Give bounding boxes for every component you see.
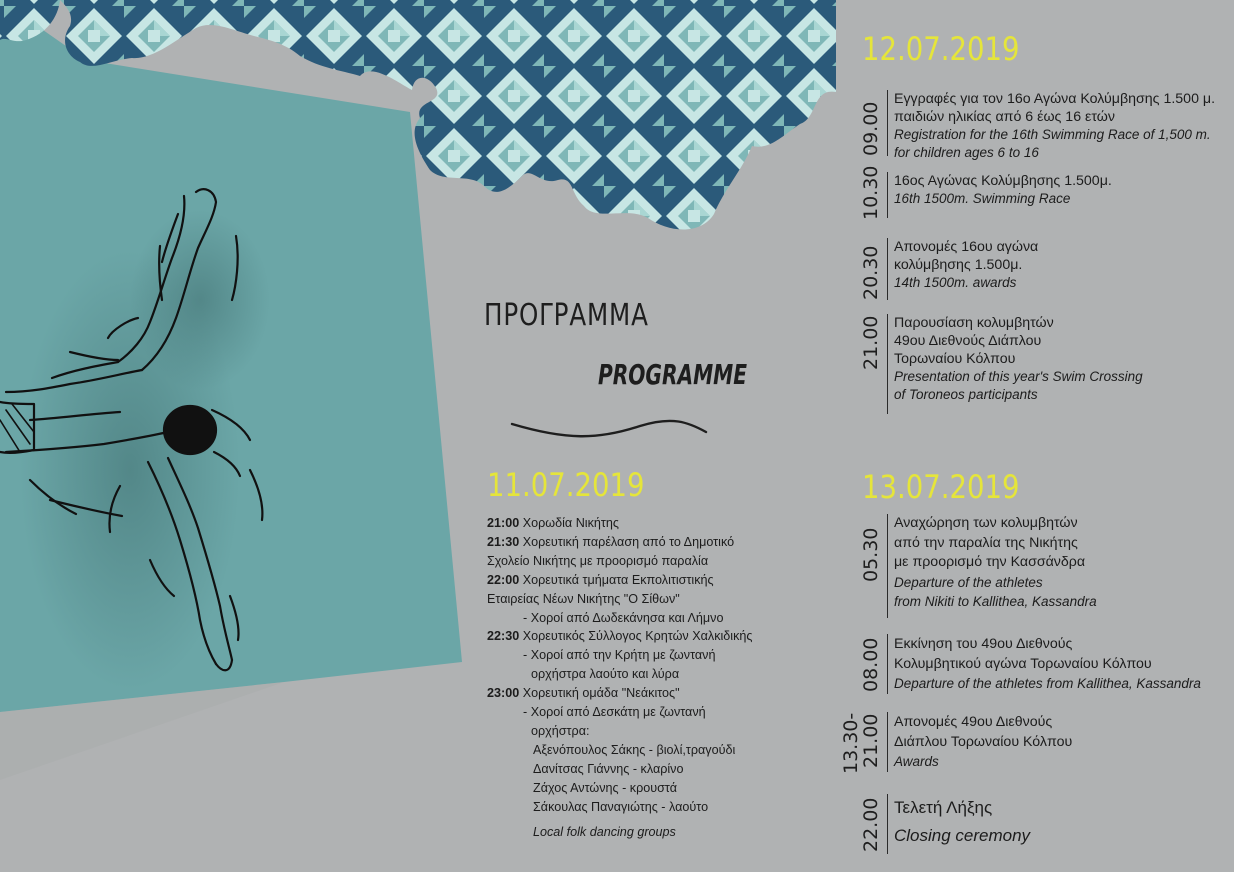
- event-time: 21.00: [860, 315, 882, 370]
- page-title-greek: ΠΡΟΓΡΑΜΜΑ: [484, 298, 649, 333]
- day1-line: Αξενόπουλος Σάκης - βιολί,τραγούδι: [533, 742, 736, 757]
- day1-line: - Χοροί από την Κρήτη με ζωντανή: [523, 648, 716, 663]
- event-time: 08.00: [860, 637, 882, 692]
- page-title-english: PROGRAMME: [598, 358, 748, 391]
- day1-english-note: Local folk dancing groups: [533, 824, 676, 839]
- title-underline: [512, 421, 706, 436]
- day1-line: ορχήστρα:: [531, 723, 590, 738]
- event-time: 10.30: [860, 165, 882, 220]
- day1-line: Δανίτσας Γιάννης - κλαρίνο: [533, 761, 684, 776]
- day1-line: Ζάχος Αντώνης - κρουστά: [533, 780, 677, 795]
- day1-line: 21:30 Χορευτική παρέλαση από το Δημοτικό: [487, 534, 735, 549]
- event-time: 05.30: [860, 527, 882, 582]
- event-time: 20.30: [860, 245, 882, 300]
- day1-date: 11.07.2019: [487, 466, 645, 504]
- day1-line: 22:00 Χορευτικά τμήματα Εκπολιτιστικής: [487, 572, 714, 587]
- event-time-end: 21.00: [860, 713, 882, 768]
- event-time: 09.00: [860, 101, 882, 156]
- day1-line: 23:00 Χορευτική ομάδα "Νεάκιτος": [487, 686, 680, 701]
- day1-line: Σάκουλας Παναγιώτης - λαούτο: [533, 799, 709, 814]
- day1-line: ορχήστρα λαούτο και λύρα: [531, 667, 680, 682]
- day1-schedule: [487, 514, 787, 841]
- day2-date: 12.07.2019: [862, 30, 1020, 68]
- day1-line: 21:00 Χορωδία Νικήτης: [487, 516, 619, 530]
- day3-date: 13.07.2019: [862, 468, 1020, 506]
- day1-line: 22:30 Χορευτικός Σύλλογος Κρητών Χαλκιδικής: [487, 629, 753, 644]
- day1-line: - Χοροί από Δεσκάτη με ζωντανή: [523, 705, 706, 720]
- day1-line: - Χοροί από Δωδεκάνησα και Λήμνο: [523, 610, 724, 625]
- event-time: 13.30-: [840, 712, 862, 774]
- day1-line: Σχολείο Νικήτης με προορισμό παραλία: [487, 553, 709, 568]
- event-time: 22.00: [860, 797, 882, 852]
- day1-line: Εταιρείας Νέων Νικήτης "Ο Σίθων": [487, 591, 680, 606]
